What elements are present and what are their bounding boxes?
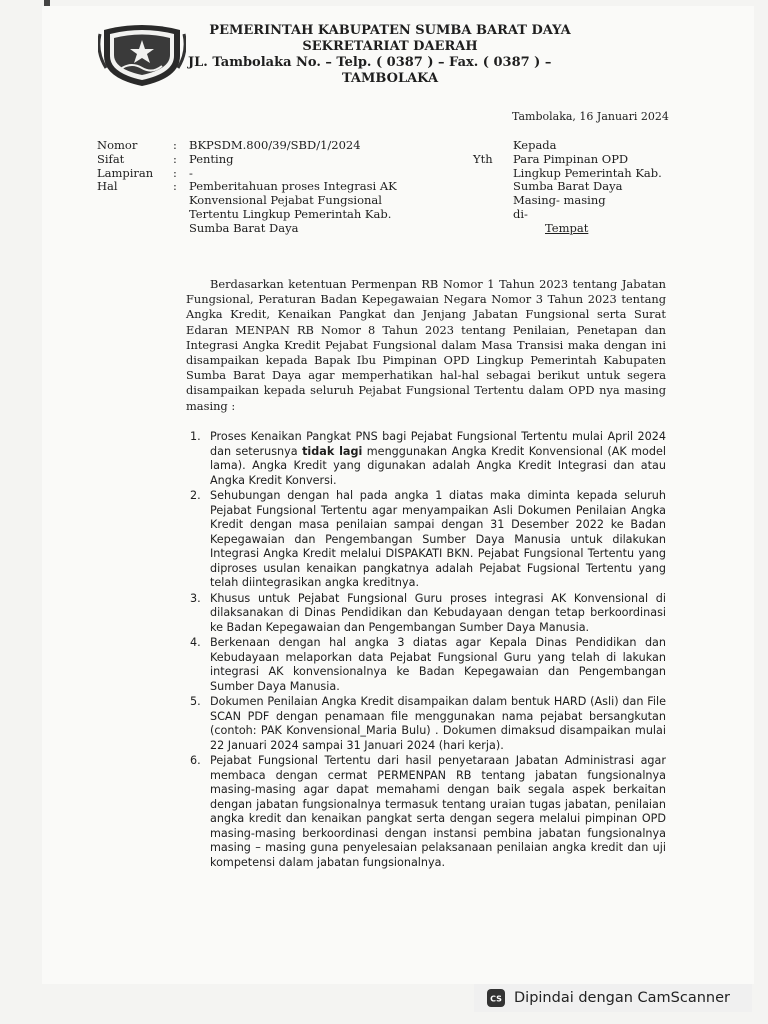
letterhead-city: TAMBOLAKA (341, 71, 439, 86)
yth-label: Yth (473, 151, 493, 166)
meta-colon: : (173, 151, 177, 166)
letter-meta (97, 139, 409, 236)
recipient-line: Para Pimpinan OPD (513, 151, 629, 166)
list-item (186, 695, 666, 753)
recipient-line: Lingkup Pemerintah Kab. (513, 165, 662, 180)
letterhead-line-2: SEKRETARIAT DAERAH (302, 39, 478, 54)
camscanner-icon (487, 989, 505, 1007)
list-item (186, 592, 666, 636)
list-number: 5. (190, 695, 201, 708)
meta-row-hal (97, 180, 409, 235)
instruction-list (186, 430, 666, 871)
list-number: 6. (190, 754, 201, 767)
meta-value: BKPSDM.800/39/SBD/1/2024 (189, 138, 361, 152)
list-number: 4. (190, 636, 201, 649)
list-text: menggunakan Angka Kredit Konvensional (AK model lama). Angka Kredit yang digunakan adalah Angka Kredit Integrasi dan atau Angka Kredit Konversi. (210, 444, 666, 487)
meta-row-lampiran (97, 167, 409, 181)
emphasis-text: tidak lagi (302, 444, 363, 458)
list-number: 1. (190, 430, 201, 443)
camscanner-label: Dipindai dengan CamScanner (514, 990, 731, 1006)
meta-value: - (189, 165, 193, 180)
list-text: Dokumen Penilaian Angka Kredit disampaikan dalam bentuk HARD (Asli) dan File SCAN PDF dengan penamaan file menggunakan nama pejabat bersangkutan (contoh: PAK Konvensional_Maria Bulu) . Dokumen dimaksud disampaikan mulai 22 Januari 2024 sampai 31 Januari 2024 (hari kerja). (210, 695, 666, 752)
list-number: 2. (190, 489, 201, 502)
recipient-line: Masing- masing (513, 193, 606, 208)
meta-colon: : (173, 165, 177, 180)
meta-row-sifat (97, 153, 409, 167)
meta-colon: : (173, 179, 177, 194)
tempat-label: Tempat (545, 220, 589, 235)
list-text: Proses Kenaikan Pangkat PNS bagi Pejabat Fungsional Tertentu mulai April 2024 dan seterusnya (210, 430, 666, 458)
list-item (186, 489, 666, 591)
letterhead-line-1: PEMERINTAH KABUPATEN SUMBA BARAT DAYA (209, 23, 571, 38)
list-item (186, 754, 666, 870)
meta-row-nomor (97, 139, 409, 153)
recipient-line: di- (513, 206, 528, 221)
letterhead (180, 23, 600, 87)
meta-value: Pemberitahuan proses Integrasi AK Konvensional Pejabat Fungsional Tertentu Lingkup Pemerintah Kab. Sumba Barat Daya (189, 179, 397, 235)
meta-colon: : (173, 138, 177, 152)
meta-value: Penting (189, 151, 234, 166)
camscanner-badge (474, 984, 752, 1012)
list-text: Sehubungan dengan hal pada angka 1 diatas maka diminta kepada seluruh Pejabat Fungsional Tertentu agar menyampaikan Asli Dokumen Penilaian Angka Kredit dengan masa penilaian sampai dengan 31 Desember 2022 ke Badan Kepegawaian dan Pengembangan Sumber Daya Manusia untuk dilakukan Integrasi Angka Kredit melalui DISPAKATI BKN. Pejabat Fungsional Tertentu yang diproses usulan kenaikan pangkatnya adalah Pejabat Fugsional Tertentu yang telah diintegrasikan angka kreditnya. (210, 489, 666, 589)
meta-label: Hal (97, 179, 118, 194)
regency-emblem-icon (98, 22, 186, 88)
letterhead-address: JL. Tambolaka No. – Telp. ( 0387 ) – Fax. ( 0387 ) – (188, 55, 552, 70)
list-text: Khusus untuk Pejabat Fungsional Guru proses integrasi AK Konvensional di dilaksanakan di Dinas Pendidikan dan Kebudayaan dengan tetap berkoordinasi ke Badan Kepegawaian dan Pengembangan Sumber Daya Manusia. (210, 591, 666, 634)
meta-label: Nomor (97, 138, 138, 152)
list-item (186, 636, 666, 694)
list-text: Berkenaan dengan hal angka 3 diatas agar Kepala Dinas Pendidikan dan Kebudayaan melaporkan data Pejabat Fungsional Guru yang telah di lakukan integrasi AK konvensionalnya ke Badan Kepegawaian dan Pengembangan Sumber Daya Manusia. (210, 636, 666, 693)
intro-paragraph: Berdasarkan ketentuan Permenpan RB Nomor 1 Tahun 2023 tentang Jabatan Fungsional, Peraturan Badan Kepegawaian Negara Nomor 3 Tahun 2023 tentang Angka Kredit, Kenaikan Pangkat dan Jenjang Jabatan Fungsional serta Surat Edaran MENPAN RB Nomor 8 Tahun 2023 tentang Penilaian, Penetapan dan Integrasi Angka Kredit Pejabat Fungsional dalam Masa Transisi maka dengan ini disampaikan kepada Bapak Ibu Pimpinan OPD Lingkup Pemerintah Kabupaten Sumba Barat Daya agar memperhatikan hal-hal sebagai berikut untuk segera disampaikan kepada seluruh Pejabat Fungsional Tertentu dalam OPD nya masing masing : (186, 277, 666, 413)
meta-label: Lampiran (97, 165, 154, 180)
list-text: Pejabat Fungsional Tertentu dari hasil penyetaraan Jabatan Administrasi agar membaca dengan cermat PERMENPAN RB tentang jabatan fungsionalnya masing-masing agar dapat memahami dengan baik segala aspek berkaitan dengan jabatan fungsionalnya termasuk tentang uraian tugas jabatan, penilaian angka kredit dan kenaikan pangkat serta dengan segera melalui pimpinan OPD masing-masing berkoordinasi dengan instansi pembina jabatan fungsionalnya masing – masing guna penyelesaian pelaksanaan penilaian angka kredit dan uji kompetensi dalam jabatan fungsionalnya. (210, 754, 666, 869)
letter-date: Tambolaka, 16 Januari 2024 (512, 110, 669, 123)
kepada-label: Kepada (513, 138, 557, 152)
list-number: 3. (190, 591, 201, 605)
camscanner-icon-text: CS (490, 994, 502, 1004)
meta-label: Sifat (97, 151, 125, 166)
list-item (186, 430, 666, 488)
recipient-line: Sumba Barat Daya (513, 179, 623, 194)
